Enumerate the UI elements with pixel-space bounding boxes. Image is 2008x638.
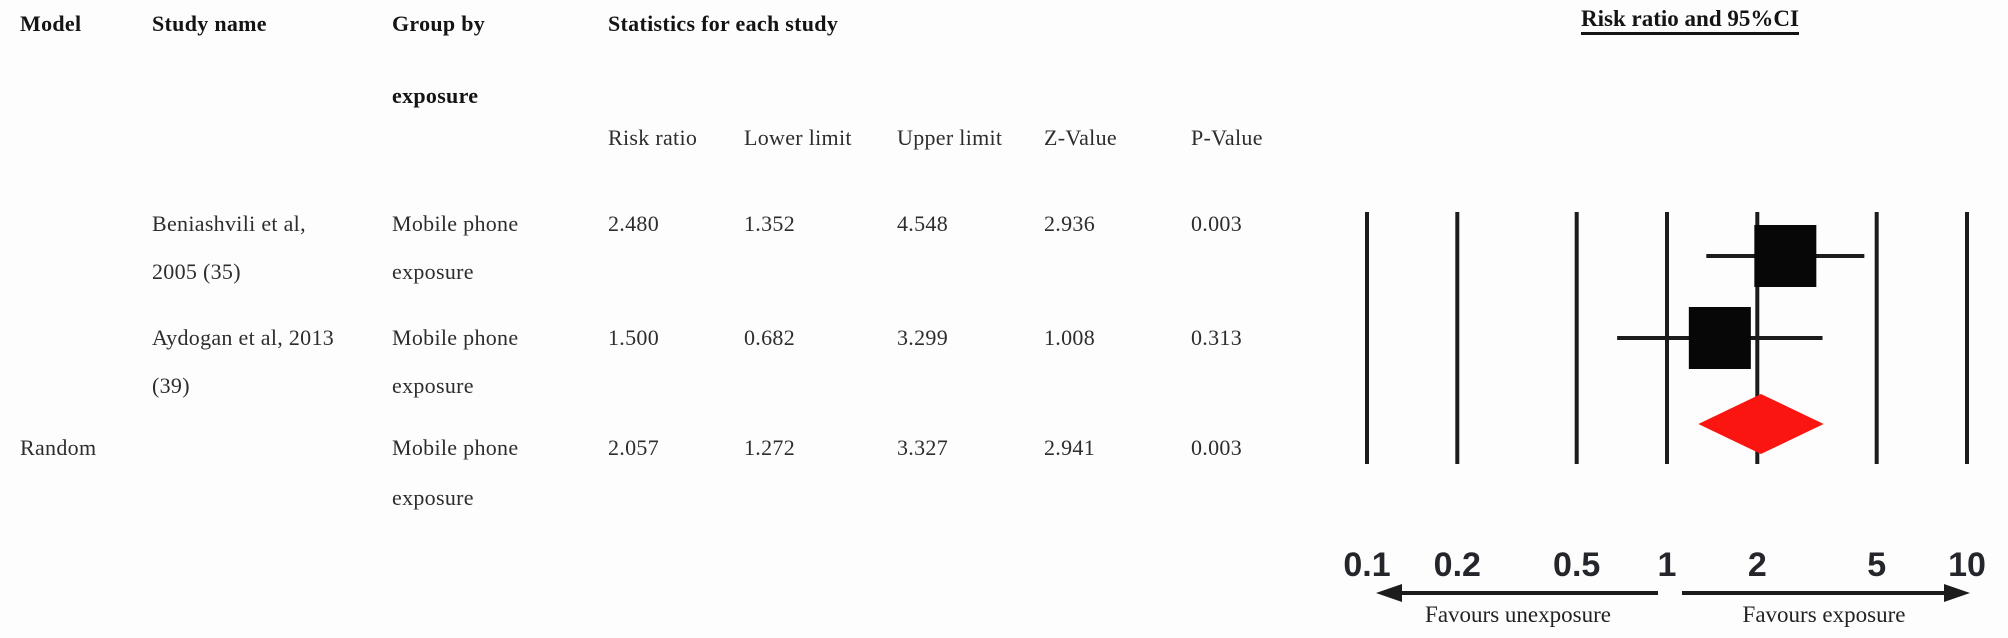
- subheader-lower-limit: Lower limit: [744, 125, 852, 150]
- col-header-group-by-line2: exposure: [392, 83, 479, 108]
- row-p-value: 0.313: [1191, 325, 1242, 350]
- axis-tick-label-5: 5: [1867, 546, 1887, 584]
- col-header-study-name: Study name: [152, 11, 267, 36]
- row-group-line1: Mobile phone: [392, 211, 519, 236]
- row-study-name-line2: 2005 (35): [152, 259, 241, 284]
- axis-tick-label-1: 1: [1657, 546, 1677, 584]
- row-lower-limit-value: 1.352: [744, 211, 795, 236]
- chart-title-text: Risk ratio and 95%CI: [1581, 6, 1799, 35]
- favours-exposure-label: Favours exposure: [1742, 602, 1906, 627]
- row-study-name-line1: Beniashvili et al,: [152, 211, 306, 236]
- right-arrowhead-icon: [1944, 584, 1970, 602]
- row-z-value: 2.941: [1044, 435, 1095, 460]
- col-header-model: Model: [20, 11, 82, 36]
- row-group-line2: exposure: [392, 259, 474, 284]
- favours-unexposure-label: Favours unexposure: [1425, 602, 1611, 627]
- row-group-line1: Mobile phone: [392, 435, 519, 460]
- row-risk-ratio-value: 2.057: [608, 435, 659, 460]
- axis-tick-label-0.5: 0.5: [1553, 546, 1601, 584]
- study-square-marker-0: [1754, 225, 1816, 287]
- row-group-line2: exposure: [392, 373, 474, 398]
- summary-diamond-marker: [1698, 394, 1823, 454]
- row-p-value: 0.003: [1191, 435, 1242, 460]
- axis-tick-label-2: 2: [1747, 546, 1767, 584]
- row-z-value: 1.008: [1044, 325, 1095, 350]
- row-group-line1: Mobile phone: [392, 325, 519, 350]
- row-model-label: Random: [20, 435, 97, 460]
- col-header-group-by-line1: Group by: [392, 11, 486, 36]
- subheader-risk-ratio: Risk ratio: [608, 125, 698, 150]
- row-study-name-line2: (39): [152, 373, 190, 398]
- row-z-value: 2.936: [1044, 211, 1095, 236]
- axis-tick-label-10: 10: [1948, 546, 1986, 584]
- row-risk-ratio-value: 1.500: [608, 325, 659, 350]
- col-header-statistics: Statistics for each study: [608, 11, 839, 36]
- row-upper-limit-value: 4.548: [897, 211, 948, 236]
- row-group-line2: exposure: [392, 485, 474, 510]
- subheader-z-value: Z-Value: [1044, 125, 1117, 150]
- row-upper-limit-value: 3.299: [897, 325, 948, 350]
- subheader-p-value: P-Value: [1191, 125, 1263, 150]
- left-arrowhead-icon: [1376, 584, 1402, 602]
- row-study-name-line1: Aydogan et al, 2013: [152, 325, 335, 350]
- axis-tick-label-0.2: 0.2: [1433, 546, 1481, 584]
- study-square-marker-1: [1689, 307, 1751, 369]
- axis-tick-label-0.1: 0.1: [1343, 546, 1391, 584]
- row-upper-limit-value: 3.327: [897, 435, 948, 460]
- row-lower-limit-value: 0.682: [744, 325, 795, 350]
- subheader-upper-limit: Upper limit: [897, 125, 1003, 150]
- row-lower-limit-value: 1.272: [744, 435, 795, 460]
- row-p-value: 0.003: [1191, 211, 1242, 236]
- row-risk-ratio-value: 2.480: [608, 211, 659, 236]
